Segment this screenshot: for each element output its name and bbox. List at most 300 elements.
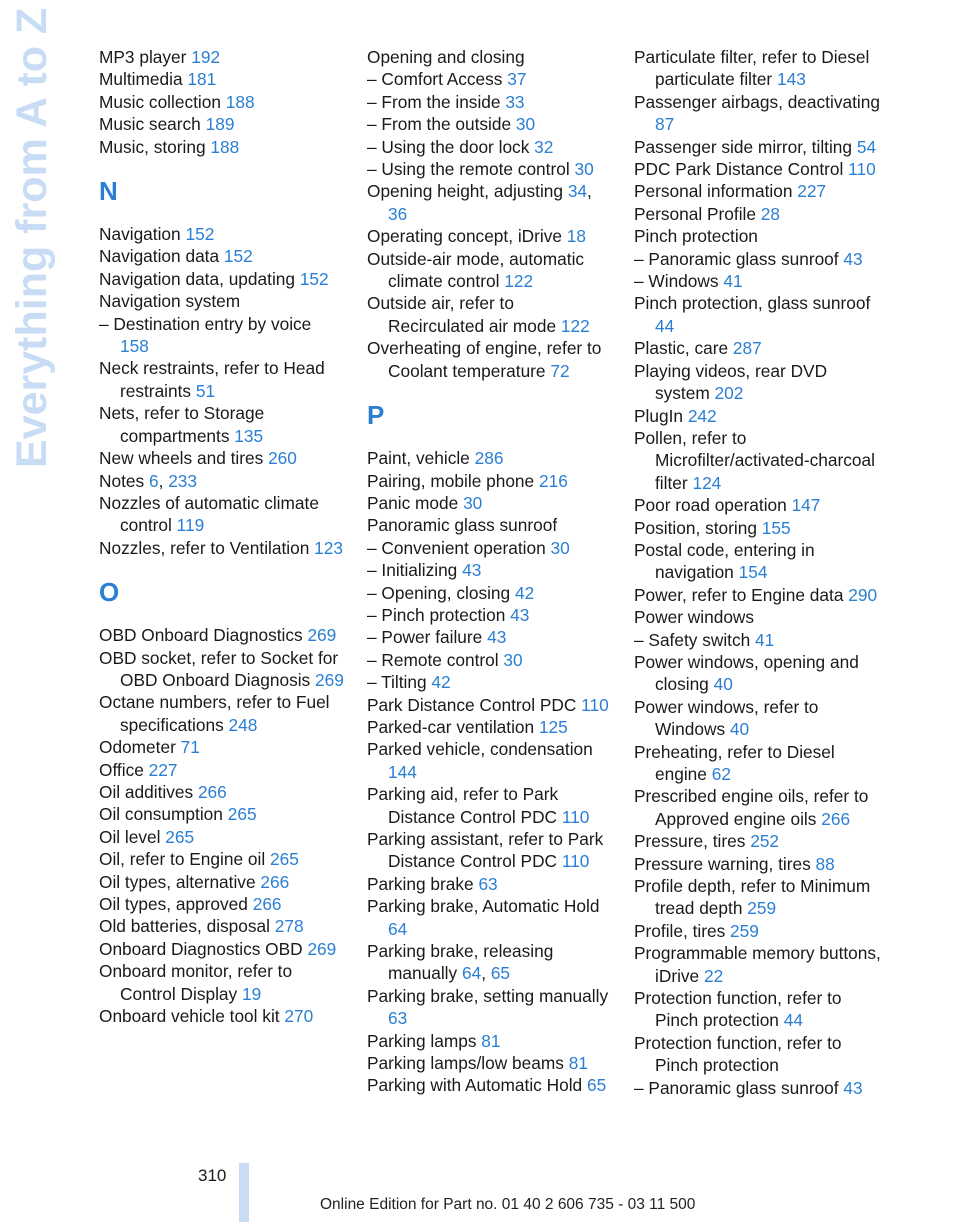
index-entry-text: – Safety switch [634,629,756,650]
index-entry-text: Particulate filter, refer to Diesel particulate filter [634,47,870,90]
page-reference-link[interactable]: 110 [561,806,590,827]
index-entry-text: Nozzles, refer to Ventilation [99,537,315,558]
index-entry [367,895,612,940]
page-reference-link[interactable]: 71 [180,737,200,758]
page-reference-link[interactable]: 147 [791,495,821,516]
index-entry [634,1032,884,1077]
page-reference-link[interactable]: 143 [776,69,806,90]
page-reference-link[interactable]: 44 [655,315,675,336]
index-entry [99,647,344,692]
page-reference-link[interactable]: 30 [550,537,570,558]
page-reference-link[interactable]: 63 [388,1008,408,1029]
index-entry-text: Parking brake, releasing manually [367,941,554,984]
index-entry-text: – Panoramic glass sunroof [634,1077,844,1098]
index-entry [634,427,884,494]
page-reference-link[interactable]: 42 [514,582,535,603]
index-entry [634,651,884,696]
index-column-3 [634,46,884,1099]
index-entry [634,629,884,651]
page-reference-link[interactable]: 135 [234,425,264,446]
index-entry-text: Nets, refer to Storage compartments [99,403,265,446]
index-entry [99,357,344,402]
page-reference-link[interactable]: 123 [314,537,344,558]
index-entry [367,337,612,382]
page-reference-link[interactable]: 216 [538,470,568,491]
page-reference-link[interactable]: 43 [843,248,863,269]
index-entry [367,828,612,873]
index-entry [634,785,884,830]
page-reference-link[interactable]: 40 [729,719,750,740]
index-entry [634,875,884,920]
page-reference-link[interactable]: 125 [538,716,568,737]
index-entry [634,494,884,516]
index-entry [99,960,344,1005]
index-entry-text: New wheels and tires [99,448,269,469]
index-entry-text: Panic mode [367,492,464,513]
index-entry [99,871,344,893]
index-entry [367,1052,612,1074]
index-entry [634,91,884,136]
page-reference-link[interactable]: 227 [797,181,827,202]
page-reference-link[interactable]: 30 [515,114,536,135]
page-reference-link[interactable]: 260 [268,448,297,469]
index-entry [99,537,344,559]
index-entry [99,91,344,113]
index-entry-text: Opening and closing [367,47,525,67]
index-entry-text: Operating concept, iDrive [367,226,567,247]
index-entry [634,830,884,852]
page-reference-link[interactable]: 152 [299,268,329,289]
index-entry [367,248,612,293]
section-side-title [0,0,60,470]
page-reference-link[interactable]: 290 [848,584,878,605]
index-entry [99,113,344,135]
index-entry-text: Position, storing [634,517,762,538]
index-entry-text: Programmable memory buttons, iDrive [634,943,881,986]
index-entry [634,46,884,91]
index-entry-text: Poor road operation [634,495,792,516]
page-reference-link[interactable]: 119 [176,515,205,536]
index-entry [367,537,612,559]
page-reference-link[interactable]: 54 [856,136,877,157]
index-entry [634,1077,884,1099]
index-entry [367,559,612,581]
index-entry-text: – Power failure [367,627,488,648]
page-reference-link[interactable]: 189 [205,114,235,135]
page-reference-link[interactable]: 248 [228,714,258,735]
section-letter-heading: O [99,577,120,608]
index-entry [367,626,612,648]
index-entry-text: Notes [99,470,149,491]
page-reference-link[interactable]: 18 [566,226,587,247]
page-reference-link[interactable]: 259 [730,920,759,941]
page-reference-link[interactable]: 242 [687,405,717,426]
page-reference-link[interactable]: 6 [148,470,159,491]
index-entry [99,759,344,781]
page-reference-link[interactable]: 269 [307,625,337,646]
page-reference-link[interactable]: 266 [252,894,282,914]
page-number: 310 [198,1166,227,1185]
page-reference-link[interactable]: 152 [223,246,253,267]
index-entry [634,270,884,292]
index-entry-text: Outside-air mode, automatic climate control [367,248,585,292]
index-entry [99,290,344,312]
index-entry-text: Odometer [99,737,181,758]
index-entry [367,873,612,895]
index-entry: Opening height, adjusting 34, 36 [367,181,592,224]
index-entry-text: Power windows, refer to Windows [634,696,819,740]
page-reference-link[interactable]: 270 [284,1006,314,1027]
index-entry-text: Protection function, refer to Pinch protection [634,988,842,1031]
index-entry [634,584,884,606]
index-entry-text: – Initializing [367,560,463,581]
index-entry [367,1074,612,1096]
index-entry-text: Navigation [99,224,186,245]
index-entry-text: – Pinch protection [367,604,511,625]
index-entry [634,180,884,202]
page-reference-link[interactable]: 65 [586,1075,607,1096]
index-entry-text: – Using the door lock [367,136,535,157]
index-entry-text: Parking lamps/low beams [367,1053,569,1074]
index-entry [367,292,612,337]
page-reference-link[interactable]: 252 [750,831,780,852]
index-entry-text: Oil types, alternative [99,871,261,892]
index-entry-text: Navigation system [99,291,241,312]
index-entry-text: Neck restraints, refer to Head restraints [99,358,325,401]
index-entry-text: Opening height, adjusting [367,181,568,202]
index-entry [99,624,344,646]
index-entry-text: Parking brake, Automatic Hold [367,896,600,917]
index-entry-text: – Comfort Access [367,69,508,90]
index-entry [367,158,612,180]
index-entry-text: PDC Park Distance Control [634,159,849,180]
index-entry-text: Outside air, refer to Recirculated air mode [367,293,561,336]
page-reference-link[interactable]: 41 [755,629,775,650]
index-column-1 [99,46,344,1027]
index-entry [99,313,344,358]
page-reference-link[interactable]: 87 [655,114,675,135]
index-entry-text: Music collection [99,91,226,112]
index-entry-text: Playing videos, rear DVD system [634,360,828,404]
index-entry-text: Oil level [99,826,166,847]
footer-accent-bar [239,1163,249,1222]
page-reference-link[interactable]: 259 [747,898,777,919]
page-reference-link[interactable]: 42 [431,672,451,693]
index-entry [634,248,884,270]
index-entry-text: Parked vehicle, condensation [367,739,593,760]
page-reference-link[interactable]: 81 [481,1030,501,1051]
index-entry-text: Protection function, refer to Pinch protection [634,1032,842,1076]
index-entry [634,606,884,628]
index-entry [367,225,612,247]
index-entry [367,783,612,828]
index-entry-text: Oil types, approved [99,894,253,914]
page-reference-link[interactable]: 30 [463,492,483,513]
index-entry-text: Old batteries, disposal [99,916,275,937]
page-reference-link[interactable]: 269 [307,938,337,959]
index-entry [367,113,612,135]
index-entry-text: Music, storing [99,136,211,157]
index-entry-text: Pairing, mobile phone [367,470,539,491]
page-reference-link[interactable]: 110 [581,694,609,715]
index-entry [367,985,612,1030]
index-entry-text: Onboard vehicle tool kit [99,1006,285,1027]
page-reference-link[interactable]: 188 [225,91,255,112]
index-entry-text: Overheating of engine, refer to Coolant temperature [367,338,602,381]
index-entry [634,136,884,158]
page-reference-link[interactable]: 44 [783,1010,803,1031]
index-entry [634,853,884,875]
index-entry [634,696,884,741]
page-reference-link[interactable]: 43 [510,604,530,625]
index-entry [367,492,612,514]
index-entry [99,402,344,447]
index-entry: Parking brake, releasing manually 64, 65 [367,941,554,984]
page-reference-link[interactable]: 110 [561,851,590,872]
index-entry [634,337,884,359]
page-reference-link[interactable]: 287 [732,338,762,359]
index-entry [634,920,884,942]
index-entry-text: Prescribed engine oils, refer to Approved engine oils [634,786,869,829]
page-reference-link[interactable]: 266 [197,781,227,802]
index-entry-text: Passenger airbags, deactivating [634,91,880,112]
index-entry-text: OBD Onboard Diagnostics [99,625,308,646]
index-entry [634,225,884,247]
page-reference-link[interactable]: 19 [241,983,262,1004]
index-entry [367,649,612,671]
index-entry [367,136,612,158]
index-entry-text: – Destination entry by voice [99,313,312,334]
page-reference-link[interactable]: 51 [195,380,216,401]
page-reference-link[interactable]: 41 [723,271,743,292]
index-entry [99,68,344,90]
index-entry-text: Parking brake [367,873,479,894]
index-entry [634,158,884,180]
index-entry [367,716,612,738]
index-entry-text: Octane numbers, refer to Fuel specifications [99,692,330,735]
side-title-text: Everything from A to Z [8,7,56,468]
page-reference-link[interactable]: 33 [505,91,525,112]
index-entry [99,1005,344,1027]
index-entry [634,987,884,1032]
index-entry-text: Pollen, refer to Microfilter/activated-charcoal filter [634,427,875,493]
index-entry [634,405,884,427]
index-entry-text: Paint, vehicle [367,448,475,469]
index-entry-text: – Remote control [367,649,504,670]
index-entry-text: Profile, tires [634,920,731,941]
page-reference-link[interactable]: 265 [269,849,299,870]
page-reference-link[interactable]: 34 [567,181,588,202]
index-entry [367,582,612,604]
page-reference-link[interactable]: 286 [474,448,504,469]
index-entry [99,223,344,245]
section-letter-heading: P [367,400,385,431]
page-reference-link[interactable]: 192 [191,47,221,67]
index-entry-text: Panoramic glass sunroof [367,515,558,536]
index-entry [99,736,344,758]
index-entry-text: Pinch protection [634,226,758,247]
index-entry-text: Oil additives [99,781,198,802]
index-entry-text: Navigation data, updating [99,268,300,289]
index-entry-text: Plastic, care [634,338,733,359]
index-entry [99,848,344,870]
page-reference-link[interactable]: 81 [568,1053,588,1074]
index-entry-text: – Using the remote control [367,159,575,180]
index-entry-text: Personal Profile [634,203,761,224]
index-entry-text: Park Distance Control PDC [367,694,582,715]
page-reference-link[interactable]: 155 [761,517,791,538]
page-reference-link[interactable]: 40 [713,674,733,695]
index-entry [634,942,884,987]
index-entry-text: – Tilting [367,672,432,693]
page-reference-link[interactable]: 122 [560,315,590,336]
page-reference-link[interactable]: 158 [120,336,149,357]
page-reference-link[interactable]: 63 [478,873,498,894]
page-reference-link[interactable]: 43 [843,1077,863,1098]
page-reference-link[interactable]: 36 [388,203,408,224]
page-reference-link[interactable]: 37 [507,69,527,90]
index-entry-text: – From the outside [367,114,516,135]
index-entry-text: PlugIn [634,405,688,426]
index-entry [99,826,344,848]
index-entry-text: Profile depth, refer to Minimum tread depth [634,876,871,919]
page-reference-link[interactable]: 64 [388,918,408,939]
index-entry-text: Parking brake, setting manually [367,985,609,1006]
page-reference-link[interactable]: 269 [315,669,344,690]
page-reference-link[interactable]: 265 [165,826,195,847]
page-reference-link[interactable]: 152 [185,224,215,245]
index-entry [367,738,612,783]
index-entry [367,68,612,90]
index-entry [634,292,884,337]
page-reference-link[interactable]: 32 [534,136,554,157]
index-entry [99,492,344,537]
page-reference-link[interactable]: 266 [821,808,851,829]
index-entry-text: OBD socket, refer to Socket for OBD Onboard Diagnosis [99,647,339,690]
index-entry-text: Personal information [634,181,798,202]
page-reference-link[interactable]: 227 [148,759,178,780]
index-entry [99,268,344,290]
page-reference-link[interactable]: 122 [504,271,534,292]
index-entry [367,46,612,68]
index-entry [99,447,344,469]
index-entry [367,604,612,626]
page-reference-link[interactable]: 266 [260,871,290,892]
index-entry-text: Postal code, entering in navigation [634,539,815,583]
index-entry [99,136,344,158]
index-entry-text: Music search [99,114,206,135]
index-entry-text: Power, refer to Engine data [634,584,849,605]
index-entry-text: – Panoramic glass sunroof [634,248,844,269]
index-entry [99,46,344,68]
index-entry-text: Parking lamps [367,1030,482,1051]
page-reference-link[interactable]: 202 [714,383,744,404]
index-entry-text: Parking assistant, refer to Park Distance Control PDC [367,829,604,872]
page-reference-link[interactable]: 188 [210,136,240,157]
index-entry-text: Navigation data [99,246,224,267]
page-reference-link[interactable]: 233 [168,470,198,491]
index-entry-text: Parking with Automatic Hold [367,1075,587,1096]
page-reference-link[interactable]: 65 [490,963,511,984]
page-reference-link[interactable]: 43 [487,627,507,648]
index-entry [99,938,344,960]
page-reference-link[interactable]: 110 [848,159,876,180]
index-entry [367,671,612,693]
index-entry-text: Multimedia [99,69,188,90]
index-entry-text: Pressure, tires [634,831,751,852]
page-reference-link[interactable]: 278 [274,916,304,937]
index-entry-text: – Convenient operation [367,537,551,558]
index-entry [99,245,344,267]
index-entry [99,915,344,937]
page-reference-link[interactable]: 154 [738,562,768,583]
index-entry [367,1030,612,1052]
index-entry [367,470,612,492]
index-entry-text: MP3 player [99,47,192,67]
index-entry [367,694,612,716]
index-entry-text: – Opening, closing [367,582,515,603]
index-entry [99,893,344,915]
index-entry [99,691,344,736]
page-reference-link[interactable]: 265 [227,804,257,825]
index-entry-text: Power windows, opening and closing [634,651,859,695]
page-reference-link[interactable]: 124 [692,472,722,493]
index-entry-text: – From the inside [367,91,506,112]
index-entry-text: Parked-car ventilation [367,716,539,737]
side-title-svg [0,0,60,470]
section-letter-heading: N [99,176,118,207]
index-entry-text: – Windows [634,271,724,292]
index-entry-text: Passenger side mirror, tilting [634,136,857,157]
page-reference-link[interactable]: 30 [503,649,523,670]
index-entry-text: Oil consumption [99,804,228,825]
page-reference-link[interactable]: 62 [711,764,731,784]
index-entry [367,514,612,536]
page-reference-link[interactable]: 144 [388,761,417,782]
page-reference-link[interactable]: 64 [461,963,482,984]
index-entry [634,539,884,584]
index-entry-text: Onboard monitor, refer to Control Display [99,961,293,1004]
index-entry [367,91,612,113]
index-entry [99,803,344,825]
page-reference-link[interactable]: 181 [187,69,217,90]
index-column-2 [367,46,612,1097]
index-entry-text: Preheating, refer to Diesel engine [634,741,835,784]
index-entry-text: Pressure warning, tires [634,853,816,874]
page-reference-link[interactable]: 30 [574,159,594,180]
index-entry [367,447,612,469]
page-reference-link[interactable]: 28 [760,203,781,224]
index-entry-text: Oil, refer to Engine oil [99,849,270,870]
page-reference-link[interactable]: 88 [815,853,835,874]
index-entry-text: Pinch protection, glass sunroof [634,293,871,314]
index-entry [634,203,884,225]
index-entry-text: Parking aid, refer to Park Distance Control PDC [367,784,562,827]
index-entry-text: Onboard Diagnostics OBD [99,938,308,959]
index-entry-text: Nozzles of automatic climate control [99,492,319,536]
page-reference-link[interactable]: 22 [703,965,724,986]
index-entry: Notes 6, 233 [99,470,198,491]
index-entry [634,360,884,405]
index-entry [634,517,884,539]
index-entry [634,741,884,786]
index-entry-text: Power windows [634,607,755,628]
edition-footer: Online Edition for Part no. 01 40 2 606 735 - 03 11 500 [320,1196,696,1213]
index-entry [99,781,344,803]
index-entry-text: Office [99,759,149,780]
page-reference-link[interactable]: 43 [462,560,482,581]
page-reference-link[interactable]: 72 [550,360,570,381]
